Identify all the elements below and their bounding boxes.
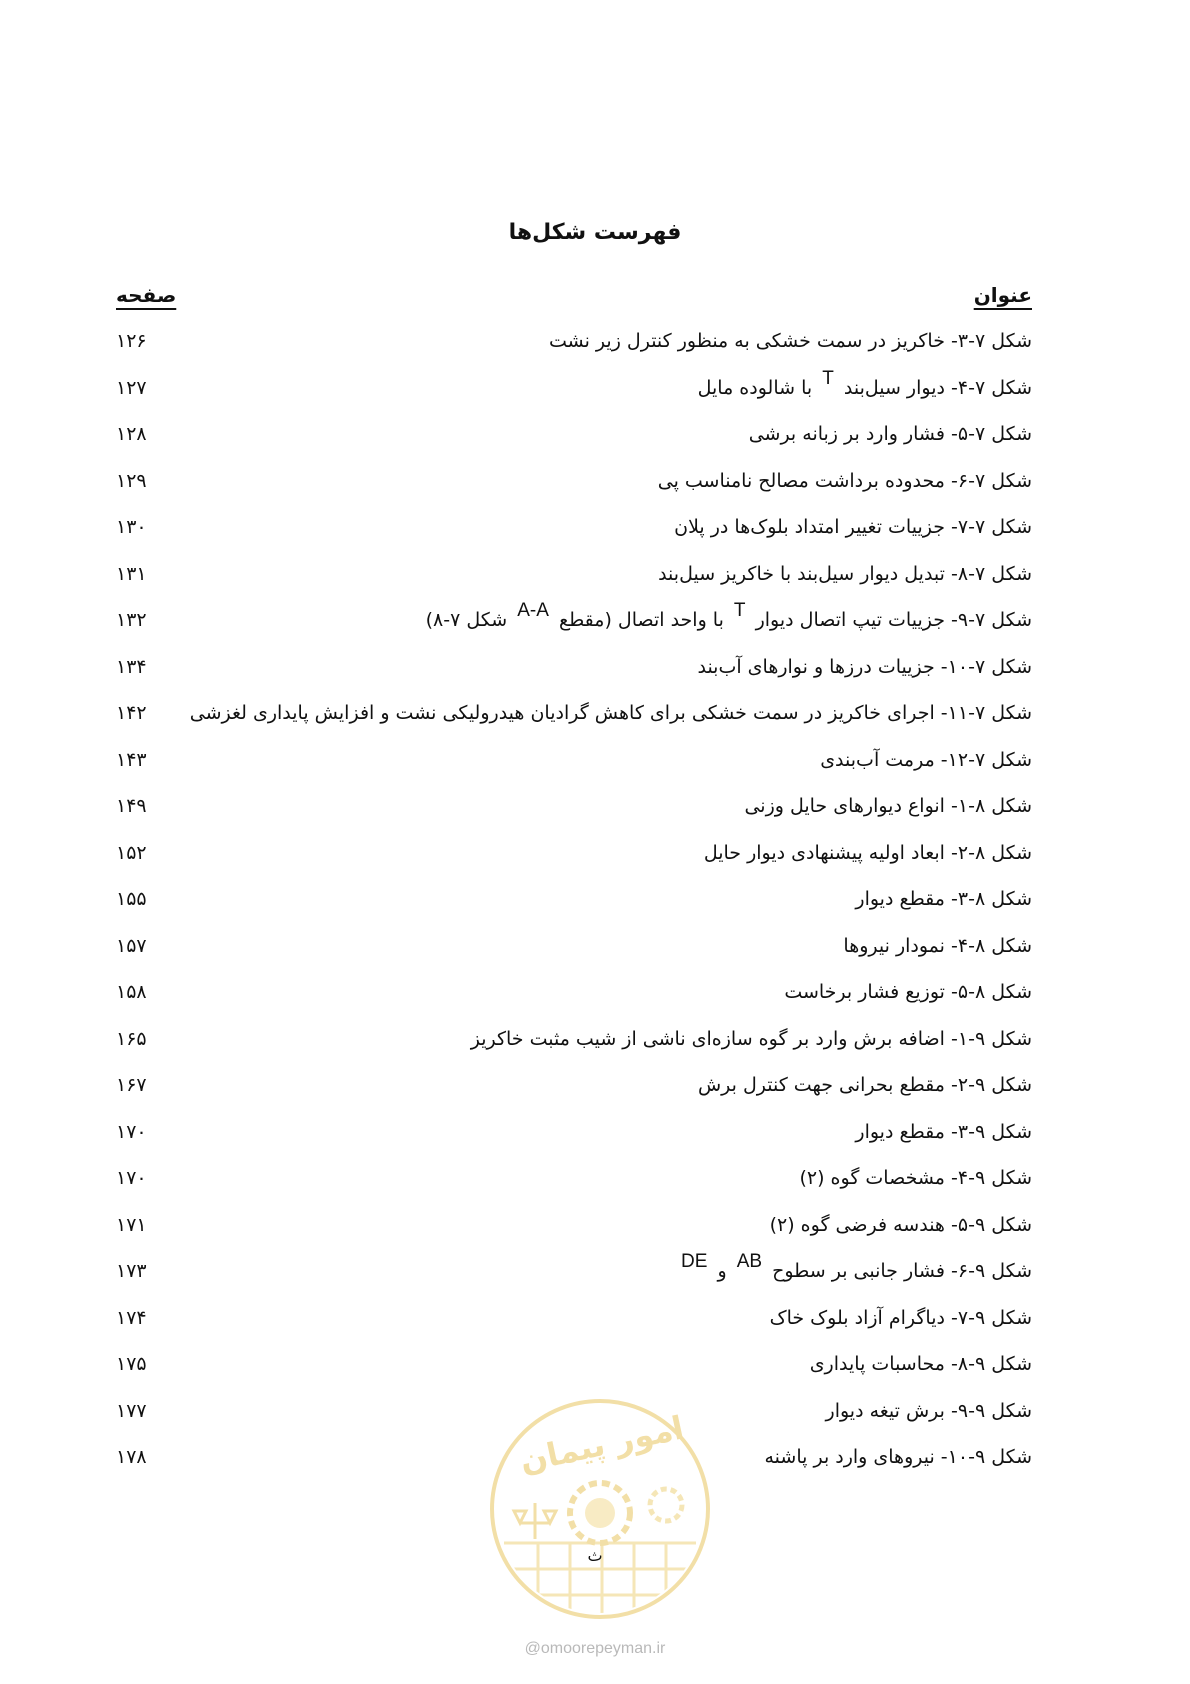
toc-entry-page: ۱۲۹ [116,469,147,492]
toc-entry-page: ۱۷۰ [116,1120,147,1143]
toc-entry-page: ۱۲۶ [116,330,147,352]
toc-entry-title [744,795,1032,817]
toc-entry-text: شکل ۹-۹- برش تیغه دیوار [825,1399,1032,1422]
toc-entry-title [855,1121,1032,1143]
toc-row [110,417,1032,464]
toc-entry-text: شکل ۹-۱۰- نیروهای وارد بر پاشنه [764,1446,1032,1468]
toc-list [110,324,1032,1487]
toc-entry-page: ۱۶۵ [116,1027,147,1050]
toc-entry-text: شکل ۹-۷- دیاگرام آزاد بلوک خاک [769,1306,1032,1329]
toc-entry-title [784,981,1032,1003]
watermark-logo-icon [484,1393,716,1625]
toc-row [110,1115,1032,1162]
toc-row [110,324,1032,371]
toc-entry-text: شکل ۷-۱۱- اجرای خاکریز در سمت خشکی برای کاهش گرادیان هیدرولیکی نشت و افزایش پایداری لغزشی [189,702,1032,724]
toc-entry-title [799,1167,1032,1189]
toc-entry-text: با واحد اتصال (مقطع [558,609,724,631]
toc-entry-title [698,1074,1032,1096]
toc-entry-superscript: T [733,600,746,621]
toc-entry-page: ۱۶۷ [116,1074,147,1096]
toc-row [110,789,1032,836]
toc-entry-text: شکل ۷-۷- جزییات تغییر امتداد بلوک‌ها در پلان [674,516,1032,538]
toc-entry-text: شکل ۷-۸) [425,609,508,631]
toc-entry-page: ۱۷۰ [116,1167,147,1189]
toc-entry-title [549,330,1032,352]
column-header-page: صفحه [116,283,177,307]
toc-entry-text: شکل ۷-۸- تبدیل دیوار سیل‌بند با خاکریز سیل‌بند [658,562,1032,585]
toc-entry-page: ۱۵۵ [116,888,147,910]
toc-entry-title [770,1307,1032,1329]
toc-entry-text: شکل ۷-۱۰- جزییات درزها و نوارهای آب‌بند [697,655,1032,678]
page-number: ث [587,1546,603,1565]
toc-entry-text: شکل ۸-۵- توزیع فشار برخاست [784,981,1032,1003]
toc-entry-title [843,935,1032,957]
toc-entry-page: ۱۳۴ [116,655,147,678]
toc-entry-page: ۱۷۷ [116,1399,147,1422]
toc-entry-text: شکل ۷-۶- محدوده برداشت مصالح نامناسب پی [657,469,1032,492]
toc-row [110,510,1032,557]
toc-row [110,464,1032,511]
toc-entry-page: ۱۷۵ [116,1353,147,1375]
toc-entry-title [674,516,1032,538]
column-header-title: عنوان [973,283,1032,307]
toc-entry-text: و [717,1260,727,1282]
toc-row [110,650,1032,697]
toc-row [110,836,1032,883]
toc-entry-text: شکل ۷-۴- دیوار سیل‌بند [843,376,1032,399]
toc-entry-title [855,888,1032,910]
toc-entry-title [749,423,1032,445]
toc-row [110,743,1032,790]
toc-entry-title [697,367,1032,400]
toc-entry-text: شکل ۹-۳- مقطع دیوار [855,1120,1032,1143]
toc-row [110,1161,1032,1208]
toc-entry-page: ۱۷۳ [116,1260,147,1282]
toc-entry-title [190,702,1032,724]
toc-row [110,882,1032,929]
toc-row [110,1022,1032,1069]
toc-entry-text: شکل ۸-۲- ابعاد اولیه پیشنهادی دیوار حایل [703,841,1032,864]
toc-entry-text: شکل ۸-۱- انواع دیوارهای حایل وزنی [744,795,1032,817]
toc-entry-superscript: T [822,367,834,389]
toc-entry-page: ۱۳۲ [116,609,147,631]
toc-entry-page: ۱۳۰ [116,516,147,538]
toc-entry-text: شکل ۸-۴- نمودار نیروها [843,934,1032,957]
toc-row [110,696,1032,743]
toc-entry-page: ۱۲۸ [116,423,147,445]
toc-entry-text: شکل ۹-۵- هندسه فرضی گوه (۲) [769,1213,1032,1236]
toc-entry-page: ۱۵۷ [116,934,147,957]
toc-row [110,975,1032,1022]
toc-entry-text: شکل ۷-۹- جزییات تیپ اتصال دیوار [755,609,1032,631]
toc-row [110,557,1032,604]
toc-row [110,1301,1032,1348]
toc-entry-title [658,470,1032,492]
toc-entry-text: شکل ۷-۵- فشار وارد بر زبانه برشی [748,423,1032,445]
toc-entry-superscript: DE [681,1251,708,1272]
toc-entry-text: شکل ۹-۶- فشار جانبی بر سطوح [772,1260,1032,1282]
toc-row [110,1208,1032,1255]
toc-entry-superscript: AB [736,1251,763,1272]
website-text: omoorepeyman.ir [540,1640,666,1657]
toc-entry-title [704,842,1032,864]
toc-entry-text: شکل ۹-۸- محاسبات پایداری [809,1353,1032,1375]
watermark-logo-text: امور پیمان [516,1408,687,1481]
toc-entry-text: شکل ۷-۳- خاکریز در سمت خشکی به منظور کنترل زیر نشت [548,330,1032,352]
toc-entry-page: ۱۴۹ [116,795,147,817]
page-title: فهرست شکل‌ها [508,220,682,245]
toc-entry-title [471,1028,1032,1050]
toc-entry-page: ۱۵۲ [116,841,147,864]
toc-row [110,929,1032,976]
toc-entry-title [765,1446,1033,1468]
toc-row [110,600,1032,650]
toc-entry-text: شکل ۹-۴- مشخصات گوه (۲) [799,1167,1032,1189]
toc-entry-text: شکل ۷-۱۲- مرمت آب‌بندی [820,748,1032,771]
toc-row [110,1251,1032,1301]
toc-row [110,367,1032,418]
toc-entry-title [677,1251,1032,1283]
toc-entry-page: ۱۷۴ [116,1306,147,1329]
toc-entry-title [810,1353,1032,1375]
toc-entry-text: با شالوده مایل [697,376,813,399]
toc-entry-title [658,563,1032,585]
toc-entry-text: شکل ۸-۳- مقطع دیوار [855,888,1032,910]
toc-entry-page: ۱۲۷ [116,376,147,399]
toc-entry-title [697,656,1032,678]
toc-row [110,1068,1032,1115]
toc-entry-title [425,600,1032,632]
toc-entry-text: شکل ۹-۱- اضافه برش وارد بر گوه سازه‌ای ناشی از شیب مثبت خاکریز [470,1027,1032,1050]
toc-entry-page: ۱۵۸ [116,981,147,1003]
toc-entry-page: ۱۷۱ [116,1213,147,1236]
toc-entry-page: ۱۳۱ [116,562,147,585]
toc-entry-page: ۱۴۲ [116,702,147,724]
website-watermark: @omoorepeyman.ir [524,1640,666,1657]
toc-entry-title [770,1214,1032,1236]
toc-entry-page: ۱۷۸ [116,1446,147,1468]
toc-entry-text: شکل ۹-۲- مقطع بحرانی جهت کنترل برش [697,1074,1032,1096]
toc-entry-title [820,749,1032,771]
toc-entry-title [826,1400,1032,1422]
toc-row [110,1347,1032,1394]
toc-entry-superscript: A-A [517,600,549,621]
toc-entry-page: ۱۴۳ [116,748,147,771]
